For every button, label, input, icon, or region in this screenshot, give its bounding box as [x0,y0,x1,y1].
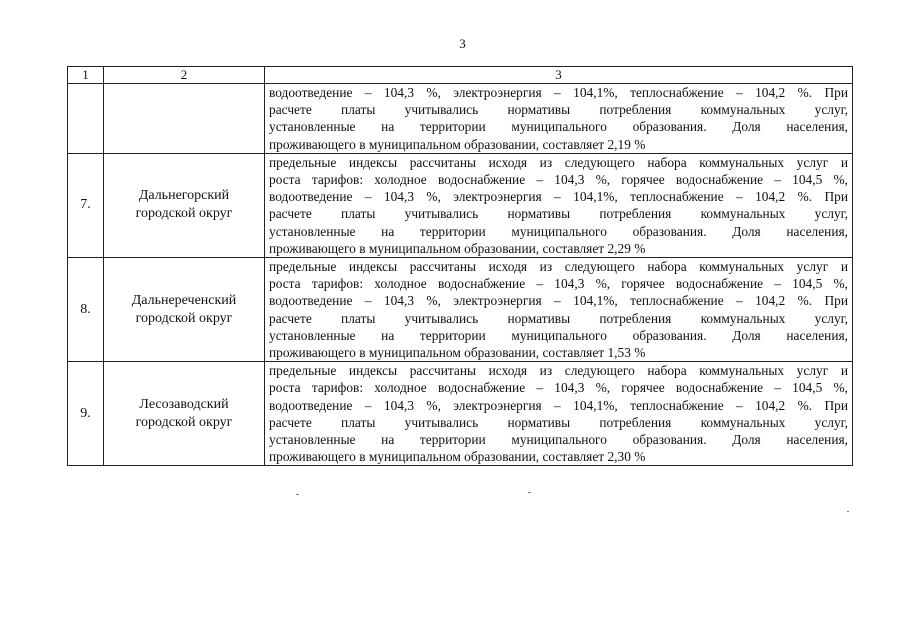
row-number [68,84,104,154]
description-cell [265,153,853,257]
description-line: роста тарифов: холодное водоснабжение – 104,3 %, горячее водоснабжение – 104,5 %, [269,172,848,188]
table-header-row [68,67,853,84]
column-header-description: 3 [265,67,853,84]
tariff-index-table [67,66,853,466]
description-line: предельные индексы рассчитаны исходя из следующего набора коммунальных услуг и [269,154,848,170]
description-cell [265,84,853,154]
description-line: проживающего в муниципальном образовании, составляет 2,30 % [269,449,646,465]
description-line: предельные индексы рассчитаны исходя из следующего набора коммунальных услуг и [269,363,848,379]
description-cell [265,362,853,466]
description-line: установленные на территории муниципального образования. Доля населения, [269,119,848,135]
description-line: расчете платы учитывались нормативы потребления коммунальных услуг, [269,206,848,222]
municipality-type: городской округ [135,310,233,326]
description-line: проживающего в муниципальном образовании, составляет 2,19 % [269,136,646,152]
scan-artifact-mark [847,511,849,512]
description-line: установленные на территории муниципального образования. Доля населения, [269,432,848,448]
description-line: установленные на территории муниципального образования. Доля населения, [269,223,848,239]
description-line: расчете платы учитывались нормативы потребления коммунальных услуг, [269,102,848,118]
column-header-municipality: 2 [104,67,265,84]
municipality-name: Дальнереченский [131,292,237,308]
municipality-cell [104,362,265,466]
municipality-type: городской округ [135,206,233,222]
row-number: 8. [68,258,104,362]
description-line: водоотведение – 104,3 %, электроэнергия – 104,1%, теплоснабжение – 104,2 %. При [269,189,848,205]
description-line: расчете платы учитывались нормативы потребления коммунальных услуг, [269,310,848,326]
column-header-number: 1 [68,67,104,84]
municipality-name: Дальнегорский [138,188,230,204]
row-number: 9. [68,362,104,466]
table-row [68,258,853,362]
description-line: предельные индексы рассчитаны исходя из следующего набора коммунальных услуг и [269,259,848,275]
municipality-type: городской округ [135,414,233,430]
table-row [68,84,853,154]
description-line: водоотведение – 104,3 %, электроэнергия – 104,1%, теплоснабжение – 104,2 %. При [269,293,848,309]
row-number: 7. [68,153,104,257]
description-line: роста тарифов: холодное водоснабжение – 104,3 %, горячее водоснабжение – 104,5 %, [269,276,848,292]
table-row [68,153,853,257]
description-line: роста тарифов: холодное водоснабжение – 104,3 %, горячее водоснабжение – 104,5 %, [269,380,848,396]
municipality-cell [104,84,265,154]
description-line: расчете платы учитывались нормативы потребления коммунальных услуг, [269,414,848,430]
description-line: проживающего в муниципальном образовании, составляет 2,29 % [269,240,646,256]
scan-artifact-mark [528,492,531,493]
description-line: водоотведение – 104,3 %, электроэнергия – 104,1%, теплоснабжение – 104,2 %. При [269,397,848,413]
description-line: установленные на территории муниципального образования. Доля населения, [269,327,848,343]
description-line: водоотведение – 104,3 %, электроэнергия – 104,1%, теплоснабжение – 104,2 %. При [269,85,848,100]
description-line: проживающего в муниципальном образовании, составляет 1,53 % [269,345,646,361]
table-row [68,362,853,466]
description-cell [265,258,853,362]
municipality-name: Лесозаводский [139,396,229,412]
municipality-cell [104,258,265,362]
scan-artifact-mark [296,494,299,495]
page-number: 3 [459,36,466,51]
municipality-cell [104,153,265,257]
